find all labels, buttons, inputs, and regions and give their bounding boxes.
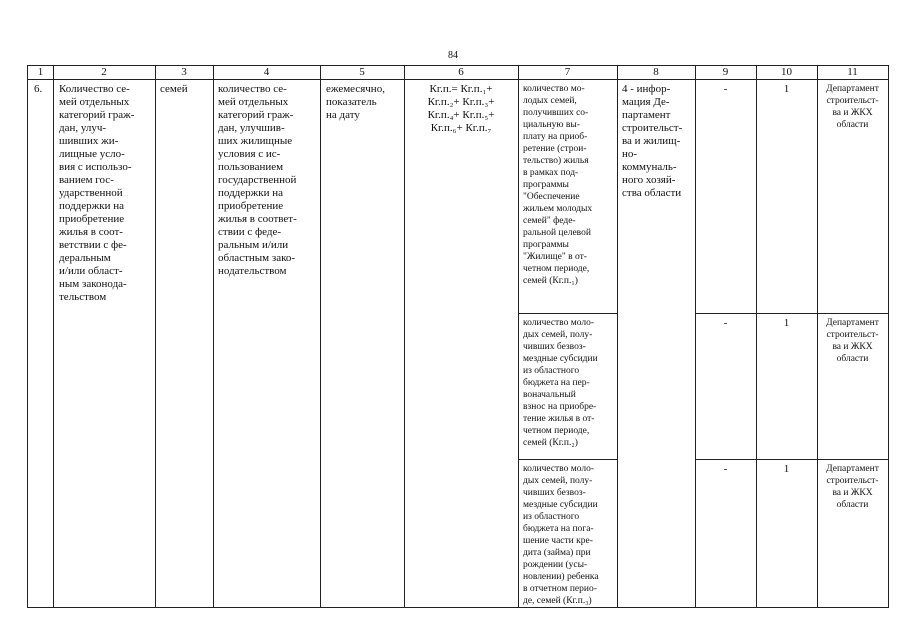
text-line: количество моло-: [523, 464, 595, 474]
text-line: программы: [523, 240, 569, 250]
text-line: жилья в соответ-: [218, 213, 297, 225]
text-line: воначальный: [523, 390, 576, 400]
page-number: 84: [448, 50, 458, 61]
text-line: получивших со-: [523, 108, 589, 118]
text-line: чивших безвоз-: [523, 488, 586, 498]
text-line: показатель: [326, 96, 377, 108]
indicator-definition: [218, 83, 318, 278]
header-col-5: 5: [359, 66, 365, 78]
text-line: тельство) жилья: [523, 156, 589, 166]
text-line: ретение (строи-: [523, 144, 587, 154]
header-col-4: 4: [263, 66, 270, 78]
text-line: Департамент: [826, 464, 879, 474]
text-line: из областного: [523, 366, 580, 376]
header-col-7: 7: [564, 66, 571, 78]
text-line: семей" феде-: [523, 216, 576, 226]
text-line: ного хозяй-: [622, 174, 676, 186]
text-line: области: [836, 500, 869, 510]
text-line: дан, улучшив-: [218, 122, 285, 134]
col-divider: [404, 66, 405, 607]
responsible-subrow-2: [817, 317, 888, 365]
text-line: пользованием: [218, 161, 284, 173]
indicator-name: [59, 83, 151, 304]
text-line: "Жилище" в от-: [523, 252, 587, 262]
basis-subrow-2: [523, 317, 615, 449]
text-line: программы: [523, 180, 569, 190]
text-line: поддержки на: [59, 200, 124, 212]
text-line: на дату: [326, 109, 360, 121]
col-divider: [155, 66, 156, 607]
text-line: области: [836, 354, 869, 364]
header-col-8: 8: [653, 66, 659, 78]
text-line: плату на приоб-: [523, 132, 588, 142]
text-line: нодательством: [218, 265, 287, 277]
text-line: взнос на приобре-: [523, 402, 597, 412]
col9-subrow-1: -: [723, 83, 728, 95]
text-line: количество мо-: [523, 84, 585, 94]
text-line: ежемесячно,: [326, 83, 385, 95]
text-line: мездные субсидии: [523, 500, 598, 510]
header-col-9: 9: [722, 66, 729, 78]
header-col-6: 6: [458, 66, 464, 78]
text-line: приобретение: [218, 200, 284, 212]
text-line: приобретение: [59, 213, 125, 225]
text-line: Департамент: [826, 318, 879, 328]
subrow-divider: [695, 313, 888, 314]
header-col-11: 11: [847, 66, 858, 78]
text-line: категорий граж-: [218, 109, 294, 121]
header-col-2: 2: [101, 66, 107, 78]
text-line: новлении) ребенка: [523, 572, 599, 582]
text-line: де, семей (Кг.п.₃): [523, 596, 592, 606]
text-line: строительст-: [622, 122, 683, 134]
text-line: области: [836, 120, 869, 130]
text-line: семей (Кг.п.₁): [523, 276, 578, 286]
text-line: количество се-: [218, 83, 287, 95]
col-divider: [213, 66, 214, 607]
text-line: партамент: [622, 109, 671, 121]
subrow-divider: [518, 313, 617, 314]
col10-subrow-3: 1: [783, 463, 790, 475]
text-line: лодых семей,: [523, 96, 577, 106]
col-divider: [617, 66, 618, 607]
col9-subrow-2: -: [723, 317, 728, 329]
text-line: ва и ЖКХ: [832, 108, 873, 118]
text-line: условия с ис-: [218, 148, 281, 160]
text-line: в отчетном перио-: [523, 584, 597, 594]
text-line: в рамках под-: [523, 168, 579, 178]
text-line: ва и жилищ-: [622, 135, 681, 147]
text-line: ральным и/или: [218, 239, 289, 251]
text-line: ства области: [622, 187, 682, 199]
text-line: рождении (усы-: [523, 560, 588, 570]
text-line: государственной: [218, 174, 297, 186]
text-line: деральным: [59, 252, 111, 264]
periodicity: [326, 83, 402, 122]
col-divider: [756, 66, 757, 607]
row-number: 6.: [34, 83, 43, 95]
text-line: Кг.п.= Кг.п.₁+: [429, 83, 493, 95]
text-line: но-: [622, 148, 638, 160]
text-line: шивших жи-: [59, 135, 119, 147]
col-divider: [320, 66, 321, 607]
col-divider: [53, 66, 54, 607]
header-col-10: 10: [781, 66, 792, 78]
text-line: областным зако-: [218, 252, 296, 264]
text-line: тение жилья в от-: [523, 414, 595, 424]
text-line: четном периоде,: [523, 264, 590, 274]
text-line: чивших безвоз-: [523, 342, 586, 352]
text-line: строительст-: [826, 330, 879, 340]
text-line: 4 - инфор-: [622, 83, 671, 95]
col9-subrow-3: -: [723, 463, 728, 475]
text-line: семей (Кг.п.₂): [523, 438, 578, 448]
text-line: категорий граж-: [59, 109, 135, 121]
calculation-formula: [406, 83, 516, 135]
text-line: четном периоде,: [523, 426, 590, 436]
text-line: ствии с феде-: [218, 226, 282, 238]
text-line: ва и ЖКХ: [832, 488, 873, 498]
col10-subrow-1: 1: [783, 83, 790, 95]
text-line: Кг.п.₂+ Кг.п.₃+: [427, 96, 495, 108]
text-line: мей отдельных: [59, 96, 130, 108]
text-line: дита (займа) при: [523, 548, 591, 558]
text-line: дых семей, полу-: [523, 476, 593, 486]
indicator-table: [27, 65, 889, 608]
text-line: бюджета на пер-: [523, 378, 590, 388]
text-line: строительст-: [826, 96, 879, 106]
col-divider: [695, 66, 696, 607]
header-divider: [28, 79, 888, 80]
basis-subrow-1: [523, 83, 615, 287]
text-line: ударственной: [59, 187, 123, 199]
text-line: мей отдельных: [218, 96, 289, 108]
responsible-subrow-1: [817, 83, 888, 131]
text-line: ванием гос-: [59, 174, 114, 186]
data-source: [622, 83, 694, 200]
col-divider: [518, 66, 519, 607]
subrow-divider: [695, 459, 888, 460]
text-line: строительст-: [826, 476, 879, 486]
text-line: поддержки на: [218, 187, 283, 199]
text-line: мездные субсидии: [523, 354, 598, 364]
col10-subrow-2: 1: [783, 317, 790, 329]
text-line: количество моло-: [523, 318, 595, 328]
subrow-divider: [518, 459, 617, 460]
basis-subrow-3: [523, 463, 615, 607]
text-line: циальную вы-: [523, 120, 580, 130]
text-line: ветствии с фе-: [59, 239, 127, 251]
text-line: Кг.п.₆+ Кг.п.₇: [430, 122, 492, 134]
text-line: шение части кре-: [523, 536, 593, 546]
text-line: Департамент: [826, 84, 879, 94]
text-line: Кг.п.₄+ Кг.п.₅+: [427, 109, 495, 121]
text-line: лищные усло-: [59, 148, 125, 160]
text-line: мация Де-: [622, 96, 670, 108]
text-line: и/или област-: [59, 265, 123, 277]
header-col-3: 3: [181, 66, 187, 78]
text-line: жилья в соот-: [59, 226, 123, 238]
text-line: бюджета на пога-: [523, 524, 594, 534]
text-line: дых семей, полу-: [523, 330, 593, 340]
text-line: жильем молодых: [523, 204, 593, 214]
text-line: ших жилищные: [218, 135, 293, 147]
text-line: дан, улуч-: [59, 122, 107, 134]
text-line: ральной целевой: [523, 228, 591, 238]
text-line: тельством: [59, 291, 107, 303]
text-line: ва и ЖКХ: [832, 342, 873, 352]
text-line: коммуналь-: [622, 161, 677, 173]
text-line: "Обеспечение: [523, 192, 580, 202]
header-col-1: 1: [37, 66, 44, 78]
text-line: вия с использо-: [59, 161, 132, 173]
text-line: из областного: [523, 512, 580, 522]
text-line: ным законода-: [59, 278, 127, 290]
responsible-subrow-3: [817, 463, 888, 511]
unit-of-measure: семей: [160, 83, 188, 95]
text-line: Количество се-: [59, 83, 130, 95]
